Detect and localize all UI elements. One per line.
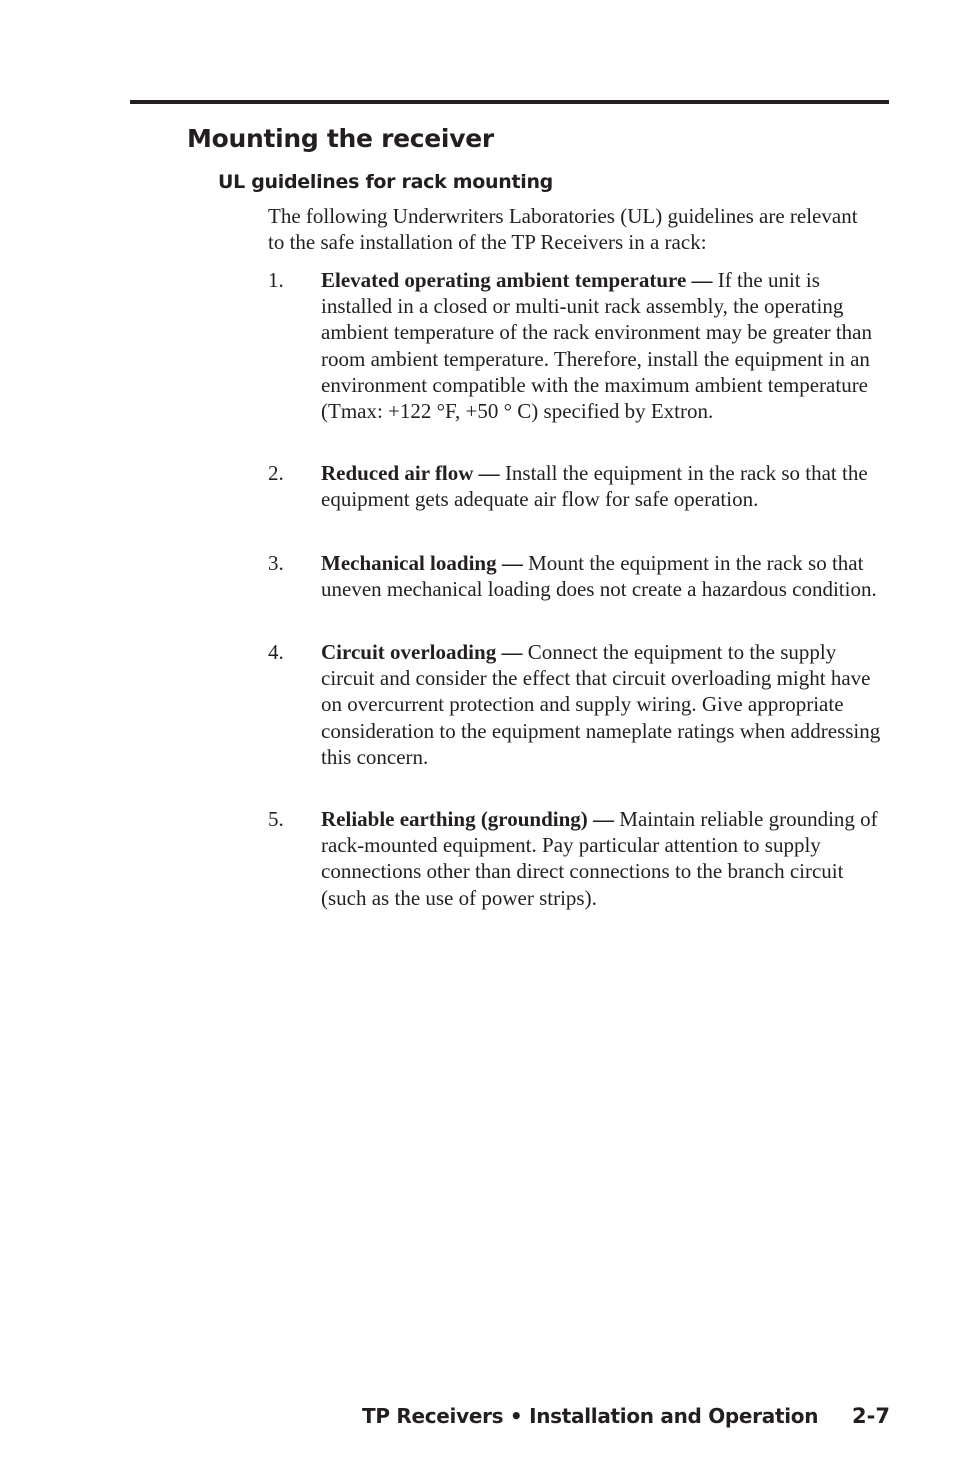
- intro-paragraph: The following Underwriters Laboratories (UL) guidelines are relevant to the safe installation of the TP Receivers in a rack:: [268, 204, 858, 255]
- list-item: [268, 806, 893, 911]
- header-rule: [130, 100, 889, 104]
- list-item-text: Mount the equipment in the rack so that uneven mechanical loading does not create a hazardous condition.: [321, 551, 877, 602]
- list-item-number: 3.: [268, 551, 284, 575]
- list-item-text: Maintain reliable grounding of rack-mounted equipment. Pay particular attention to supply connections other than direct connections to the branch circuit (such as the use of power strips).: [321, 807, 878, 910]
- list-item-body: [321, 639, 893, 770]
- section-subtitle: UL guidelines for rack mounting: [218, 171, 553, 193]
- list-item-body: [321, 806, 893, 911]
- page-number: 2-7: [852, 1404, 890, 1428]
- list-item: [268, 639, 893, 770]
- list-item-body: [321, 460, 893, 512]
- list-item-lead: Elevated operating ambient temperature —: [321, 268, 713, 292]
- list-item: [268, 267, 893, 424]
- list-item-number: 1.: [268, 268, 284, 292]
- section-title: Mounting the receiver: [187, 124, 494, 153]
- list-item-text: Install the equipment in the rack so that the equipment gets adequate air flow for safe operation.: [321, 461, 868, 512]
- list-item-lead: Reliable earthing (grounding) —: [321, 807, 615, 831]
- list-item-lead: Circuit overloading —: [321, 640, 523, 664]
- list-item-text: If the unit is installed in a closed or multi-unit rack assembly, the operating ambient temperature of the rack environment may be greater than room ambient temperature. Therefore, install the equipment in an environment compatible with the maximum ambient temperature (Tmax: +122 °F, +50 ° C) specified by Extron.: [321, 268, 873, 424]
- list-item-number: 5.: [268, 807, 284, 831]
- list-item: [268, 550, 893, 602]
- list-item-number: 4.: [268, 640, 284, 664]
- list-item-lead: Mechanical loading —: [321, 551, 523, 575]
- list-item: [268, 460, 893, 512]
- list-item-text: Connect the equipment to the supply circuit and consider the effect that circuit overloading might have on overcurrent protection and supply wiring. Give appropriate consideration to the equipment nameplate ratings when addressing this concern.: [321, 640, 881, 769]
- list-item-body: [321, 267, 893, 424]
- list-item-lead: Reduced air flow —: [321, 461, 500, 485]
- list-item-body: [321, 550, 893, 602]
- list-item-number: 2.: [268, 461, 284, 485]
- footer-title: TP Receivers • Installation and Operation: [362, 1404, 819, 1428]
